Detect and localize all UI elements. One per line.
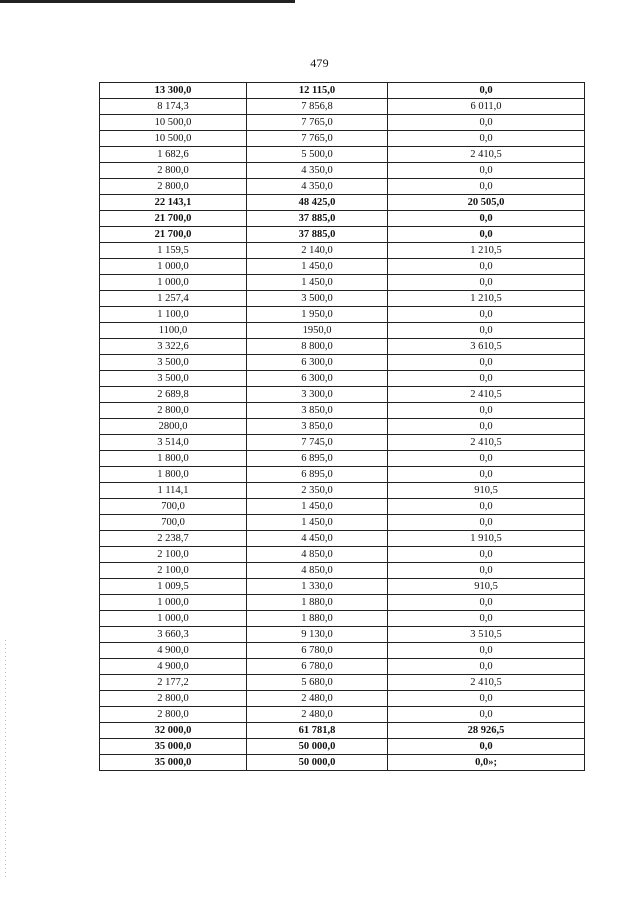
table-cell-col3: 28 926,5 (388, 723, 585, 739)
table-cell-col2: 4 850,0 (247, 563, 388, 579)
table-cell-col1: 2 100,0 (100, 547, 247, 563)
table-cell-col1: 21 700,0 (100, 211, 247, 227)
table-row (100, 739, 585, 755)
table-cell-col1: 1 000,0 (100, 259, 247, 275)
table-cell-col3: 0,0»; (388, 755, 585, 771)
table-cell-col1: 8 174,3 (100, 99, 247, 115)
table-row (100, 323, 585, 339)
table-row (100, 163, 585, 179)
table-row (100, 755, 585, 771)
table-row (100, 131, 585, 147)
table-cell-col3: 0,0 (388, 451, 585, 467)
table-cell-col1: 2800,0 (100, 419, 247, 435)
table-row (100, 355, 585, 371)
table-cell-col2: 2 480,0 (247, 707, 388, 723)
table-cell-col3: 0,0 (388, 163, 585, 179)
table-cell-col2: 1950,0 (247, 323, 388, 339)
table-cell-col2: 7 765,0 (247, 115, 388, 131)
table-cell-col3: 1 910,5 (388, 531, 585, 547)
table-cell-col3: 3 610,5 (388, 339, 585, 355)
table-cell-col2: 50 000,0 (247, 755, 388, 771)
table-cell-col1: 35 000,0 (100, 739, 247, 755)
table-cell-col2: 6 780,0 (247, 659, 388, 675)
table-cell-col1: 10 500,0 (100, 115, 247, 131)
table-row (100, 243, 585, 259)
table-cell-col2: 4 350,0 (247, 179, 388, 195)
scan-artifact-dots (5, 640, 6, 880)
table-cell-col2: 3 500,0 (247, 291, 388, 307)
table-cell-col1: 2 800,0 (100, 691, 247, 707)
table-cell-col3: 0,0 (388, 707, 585, 723)
table-cell-col1: 700,0 (100, 499, 247, 515)
table-cell-col2: 6 780,0 (247, 643, 388, 659)
table-row (100, 419, 585, 435)
table-cell-col1: 1 682,6 (100, 147, 247, 163)
table-cell-col1: 2 689,8 (100, 387, 247, 403)
table-cell-col2: 50 000,0 (247, 739, 388, 755)
table-cell-col3: 0,0 (388, 227, 585, 243)
table-row (100, 515, 585, 531)
table-cell-col2: 12 115,0 (247, 83, 388, 99)
table-cell-col3: 0,0 (388, 691, 585, 707)
table-row (100, 275, 585, 291)
table-cell-col3: 0,0 (388, 611, 585, 627)
table-cell-col1: 700,0 (100, 515, 247, 531)
table-row (100, 259, 585, 275)
table-row (100, 579, 585, 595)
table-cell-col3: 0,0 (388, 307, 585, 323)
table-cell-col1: 2 800,0 (100, 403, 247, 419)
table-cell-col1: 2 177,2 (100, 675, 247, 691)
table-cell-col3: 0,0 (388, 259, 585, 275)
table-row (100, 627, 585, 643)
table-cell-col1: 2 800,0 (100, 707, 247, 723)
table-row (100, 83, 585, 99)
table-cell-col1: 1100,0 (100, 323, 247, 339)
table-cell-col2: 1 450,0 (247, 499, 388, 515)
table-cell-col1: 22 143,1 (100, 195, 247, 211)
table-cell-col3: 1 210,5 (388, 291, 585, 307)
table-cell-col1: 1 000,0 (100, 275, 247, 291)
table-cell-col2: 1 330,0 (247, 579, 388, 595)
table-row (100, 451, 585, 467)
table-cell-col2: 7 765,0 (247, 131, 388, 147)
table-cell-col1: 2 238,7 (100, 531, 247, 547)
table-cell-col2: 3 850,0 (247, 403, 388, 419)
table-cell-col2: 1 880,0 (247, 611, 388, 627)
table-row (100, 435, 585, 451)
table-row (100, 691, 585, 707)
table-row (100, 611, 585, 627)
table-cell-col3: 0,0 (388, 83, 585, 99)
table-cell-col1: 4 900,0 (100, 643, 247, 659)
top-border-line (0, 0, 295, 3)
table-cell-col2: 1 450,0 (247, 275, 388, 291)
table-cell-col3: 0,0 (388, 643, 585, 659)
table-row (100, 291, 585, 307)
table-cell-col1: 1 009,5 (100, 579, 247, 595)
table-cell-col1: 3 514,0 (100, 435, 247, 451)
table-cell-col3: 0,0 (388, 275, 585, 291)
table-cell-col1: 1 114,1 (100, 483, 247, 499)
table-cell-col3: 2 410,5 (388, 435, 585, 451)
table-cell-col2: 2 350,0 (247, 483, 388, 499)
table-row (100, 499, 585, 515)
table-cell-col1: 35 000,0 (100, 755, 247, 771)
table-cell-col1: 21 700,0 (100, 227, 247, 243)
table-cell-col3: 0,0 (388, 323, 585, 339)
table-row (100, 531, 585, 547)
table-row (100, 387, 585, 403)
table-cell-col2: 7 745,0 (247, 435, 388, 451)
table-cell-col1: 1 257,4 (100, 291, 247, 307)
table-cell-col1: 1 000,0 (100, 611, 247, 627)
page-number: 479 (310, 56, 329, 70)
table-row (100, 675, 585, 691)
table-cell-col3: 0,0 (388, 659, 585, 675)
table-cell-col3: 0,0 (388, 499, 585, 515)
table-cell-col2: 9 130,0 (247, 627, 388, 643)
table-cell-col2: 37 885,0 (247, 227, 388, 243)
table-row (100, 547, 585, 563)
table-row (100, 179, 585, 195)
table-cell-col1: 10 500,0 (100, 131, 247, 147)
table-cell-col1: 2 800,0 (100, 179, 247, 195)
table-cell-col3: 0,0 (388, 115, 585, 131)
table-cell-col2: 5 500,0 (247, 147, 388, 163)
table-cell-col1: 2 100,0 (100, 563, 247, 579)
table-cell-col3: 6 011,0 (388, 99, 585, 115)
table-cell-col1: 4 900,0 (100, 659, 247, 675)
table-cell-col3: 0,0 (388, 355, 585, 371)
table-cell-col3: 0,0 (388, 467, 585, 483)
table-cell-col1: 3 500,0 (100, 355, 247, 371)
table-row (100, 403, 585, 419)
table-row (100, 227, 585, 243)
table-row (100, 99, 585, 115)
table-cell-col2: 1 880,0 (247, 595, 388, 611)
table-cell-col2: 6 895,0 (247, 451, 388, 467)
table-row (100, 563, 585, 579)
table-row (100, 339, 585, 355)
table-cell-col2: 3 300,0 (247, 387, 388, 403)
table-cell-col3: 1 210,5 (388, 243, 585, 259)
table-cell-col3: 2 410,5 (388, 147, 585, 163)
table-cell-col2: 6 300,0 (247, 371, 388, 387)
table-cell-col2: 2 140,0 (247, 243, 388, 259)
table-cell-col2: 7 856,8 (247, 99, 388, 115)
table-row (100, 659, 585, 675)
table-cell-col2: 2 480,0 (247, 691, 388, 707)
table-row (100, 195, 585, 211)
table-cell-col2: 48 425,0 (247, 195, 388, 211)
table-cell-col2: 4 350,0 (247, 163, 388, 179)
table-cell-col1: 32 000,0 (100, 723, 247, 739)
table-cell-col3: 20 505,0 (388, 195, 585, 211)
table-cell-col1: 1 800,0 (100, 467, 247, 483)
table-cell-col3: 0,0 (388, 419, 585, 435)
table-cell-col3: 910,5 (388, 579, 585, 595)
table-cell-col2: 1 450,0 (247, 515, 388, 531)
table-cell-col1: 1 800,0 (100, 451, 247, 467)
table-cell-col3: 0,0 (388, 371, 585, 387)
table-body (100, 83, 585, 771)
table-row (100, 643, 585, 659)
table-cell-col3: 0,0 (388, 595, 585, 611)
table-cell-col3: 3 510,5 (388, 627, 585, 643)
table-row (100, 595, 585, 611)
table-row (100, 211, 585, 227)
table-cell-col2: 5 680,0 (247, 675, 388, 691)
table-cell-col3: 0,0 (388, 131, 585, 147)
table-cell-col3: 0,0 (388, 211, 585, 227)
table-cell-col2: 1 450,0 (247, 259, 388, 275)
table-row (100, 307, 585, 323)
table-row (100, 115, 585, 131)
table-cell-col3: 0,0 (388, 403, 585, 419)
table-cell-col2: 4 450,0 (247, 531, 388, 547)
data-table (99, 82, 585, 771)
table-cell-col2: 8 800,0 (247, 339, 388, 355)
table-cell-col3: 0,0 (388, 563, 585, 579)
table-cell-col3: 0,0 (388, 179, 585, 195)
table-row (100, 371, 585, 387)
table-cell-col1: 13 300,0 (100, 83, 247, 99)
table-cell-col1: 2 800,0 (100, 163, 247, 179)
table-row (100, 707, 585, 723)
table-cell-col3: 910,5 (388, 483, 585, 499)
table-cell-col1: 3 660,3 (100, 627, 247, 643)
table-cell-col2: 3 850,0 (247, 419, 388, 435)
table-cell-col2: 37 885,0 (247, 211, 388, 227)
table-cell-col3: 0,0 (388, 515, 585, 531)
table-row (100, 467, 585, 483)
table-cell-col1: 3 500,0 (100, 371, 247, 387)
table-cell-col3: 0,0 (388, 739, 585, 755)
table-cell-col1: 1 000,0 (100, 595, 247, 611)
table-cell-col2: 61 781,8 (247, 723, 388, 739)
table-cell-col3: 2 410,5 (388, 387, 585, 403)
table-row (100, 147, 585, 163)
table-cell-col1: 1 100,0 (100, 307, 247, 323)
table-cell-col1: 3 322,6 (100, 339, 247, 355)
table-row (100, 483, 585, 499)
table-cell-col3: 2 410,5 (388, 675, 585, 691)
table-cell-col2: 6 300,0 (247, 355, 388, 371)
table-cell-col3: 0,0 (388, 547, 585, 563)
table-row (100, 723, 585, 739)
table-cell-col2: 6 895,0 (247, 467, 388, 483)
table-cell-col2: 1 950,0 (247, 307, 388, 323)
table-cell-col2: 4 850,0 (247, 547, 388, 563)
table-cell-col1: 1 159,5 (100, 243, 247, 259)
